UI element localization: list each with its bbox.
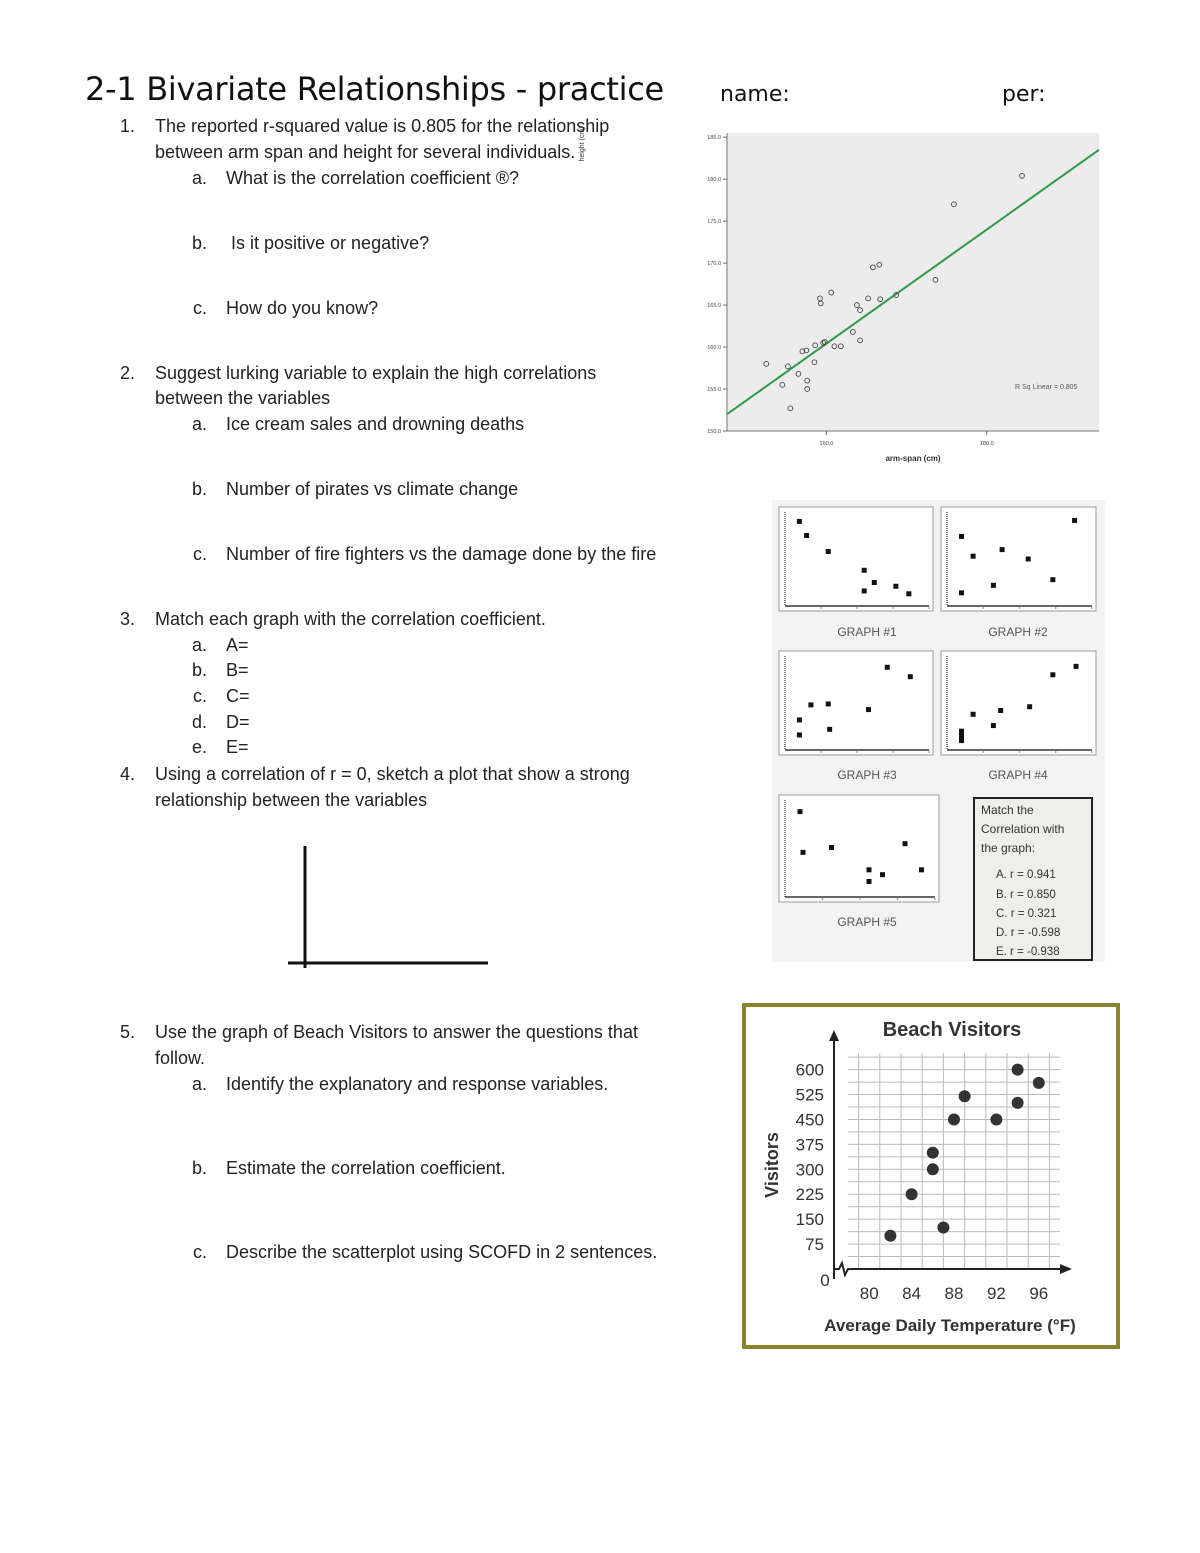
graph1-xtick [820, 607, 822, 609]
graph5-xtick [897, 898, 899, 900]
beach-xtick-label: 96 [1029, 1284, 1049, 1303]
graph4-point [959, 729, 964, 734]
q2c-text: Number of fire fighters vs the damage done by the fire [226, 544, 657, 564]
graph3-point [908, 674, 913, 679]
graph1-label: GRAPH #1 [837, 625, 897, 639]
q1-number: 1. [119, 116, 135, 136]
graph4-frame [941, 651, 1096, 755]
match-option-d: D. r = -0.598 [996, 927, 1061, 939]
beach-point [927, 1163, 939, 1175]
q4-number: 4. [119, 764, 135, 784]
graph3-point [827, 727, 832, 732]
q3-number: 3. [119, 609, 135, 629]
q2-text-line1: Suggest lurking variable to explain the high correlations [155, 363, 597, 383]
graph2-xtick [1091, 607, 1093, 609]
beach-ytick-label: 150 [795, 1210, 824, 1230]
beach-ytick-label: 75 [805, 1235, 824, 1255]
match-option-b: B. r = 0.850 [996, 889, 1056, 901]
graph3-point [826, 701, 831, 706]
graph3-frame [779, 651, 933, 755]
q5c-label: c. [192, 1242, 207, 1262]
armspan-ytick-label: 180.0 [707, 177, 721, 184]
q3d-text: D= [226, 712, 250, 732]
graph2-point [971, 554, 976, 559]
q5-number: 5. [119, 1022, 135, 1042]
beach-xtick-label: 84 [902, 1284, 922, 1303]
match-graphs [775, 505, 1105, 960]
graph4-point [959, 733, 964, 738]
beach-point [937, 1221, 949, 1233]
q1c-label: c. [192, 298, 207, 318]
graph5-xtick [934, 898, 936, 900]
graph5-point [867, 879, 872, 884]
beach-ytick-label: 525 [795, 1085, 824, 1105]
q5-text-line2: follow. [155, 1048, 206, 1068]
graph2-point [959, 534, 964, 539]
graph4-xtick [1019, 751, 1021, 753]
graph1-point [893, 584, 898, 589]
graph2-point [1072, 518, 1077, 523]
q1a-text: What is the correlation coefficient ®? [226, 168, 520, 188]
graph1-xtick [892, 607, 894, 609]
q3c-label: c. [192, 686, 207, 706]
armspan-chart [579, 125, 1105, 470]
q3b-label: b. [191, 660, 207, 680]
graph4-xtick [982, 751, 984, 753]
graph4-point [1074, 664, 1079, 669]
graph5-point [798, 809, 803, 814]
q5b-text: Estimate the correlation coefficient. [226, 1158, 506, 1178]
q1c-text: How do you know? [226, 298, 379, 318]
graph3-point [797, 717, 802, 722]
q2-number: 2. [119, 363, 135, 383]
beach-point [990, 1113, 1002, 1125]
beach-chart [742, 1003, 1122, 1351]
q4-text-line2: relationship between the variables [155, 790, 428, 810]
beach-origin-label: 0 [820, 1271, 830, 1290]
beach-point [1012, 1064, 1024, 1076]
graph4-label: GRAPH #4 [988, 768, 1048, 782]
armspan-ytick-label: 165.0 [707, 303, 721, 310]
beach-point [1012, 1097, 1024, 1109]
graph5-xtick [859, 898, 861, 900]
q1b-label: b. [191, 233, 207, 253]
q5-text-line1: Use the graph of Beach Visitors to answer the questions that [155, 1022, 638, 1042]
graph1-point [797, 519, 802, 524]
q1a-label: a. [191, 168, 207, 188]
graph4-point [991, 723, 996, 728]
graph1-point [826, 549, 831, 554]
q3d-label: d. [191, 712, 207, 732]
graph3-xtick [928, 751, 930, 753]
armspan-x-label: arm-span (cm) [885, 454, 941, 463]
beach-ytick-label: 225 [795, 1185, 824, 1205]
armspan-y-label: height (cm) [579, 126, 586, 162]
armspan-ytick-label: 155.0 [707, 387, 721, 394]
q5a-label: a. [191, 1074, 207, 1094]
q2b-label: b. [191, 479, 207, 499]
graph5-frame [779, 795, 939, 902]
q2a-text: Ice cream sales and drowning deaths [226, 414, 525, 434]
graph4-point [1027, 704, 1032, 709]
q5b-label: b. [191, 1158, 207, 1178]
graph4-xtick [1091, 751, 1093, 753]
graph3-xtick [820, 751, 822, 753]
match-option-e: E. r = -0.938 [996, 946, 1060, 958]
graph5-point [919, 867, 924, 872]
match-box-title-2: Correlation with [981, 822, 1065, 836]
q1-text-line1: The reported r-squared value is 0.805 for the relationship [155, 116, 610, 136]
armspan-xtick-label: 180.0 [979, 441, 994, 447]
q3a-text: A= [226, 635, 249, 655]
q3e-text: E= [226, 737, 249, 757]
beach-y-label: Visitors [762, 1132, 782, 1198]
armspan-ytick-label: 150.0 [707, 429, 721, 435]
graph1-point [872, 580, 877, 585]
graph5-point [801, 850, 806, 855]
q4-text-line1: Using a correlation of r = 0, sketch a plot that show a strong [155, 764, 630, 784]
graph4-point [959, 738, 964, 743]
graph1-xtick [856, 607, 858, 609]
q1-text-line2: between arm span and height for several individuals. [155, 142, 576, 162]
name-label: name: [720, 82, 790, 107]
page-title: 2-1 Bivariate Relationships - practice [85, 70, 664, 108]
graph2-point [1026, 557, 1031, 562]
beach-x-label: Average Daily Temperature (°F) [824, 1316, 1076, 1335]
armspan-xtick-label: 160.0 [819, 441, 834, 447]
graph3-point [866, 707, 871, 712]
beach-point [948, 1113, 960, 1125]
q2a-label: a. [191, 414, 207, 434]
beach-ytick-label: 600 [795, 1060, 824, 1080]
graph5-point [867, 867, 872, 872]
q3a-label: a. [191, 635, 207, 655]
graph5-point [829, 845, 834, 850]
period-label: per: [1002, 82, 1046, 107]
armspan-ytick-label: 160.0 [707, 345, 721, 352]
graph3-xtick [892, 751, 894, 753]
graph3-point [808, 702, 813, 707]
graph1-point [862, 588, 867, 593]
graph2-point [1050, 577, 1055, 582]
sketch-axes [280, 840, 500, 975]
q3-text: Match each graph with the correlation coefficient. [155, 609, 546, 629]
graph3-xtick [856, 751, 858, 753]
graph1-point [906, 591, 911, 596]
beach-xtick-label: 88 [944, 1284, 964, 1303]
beach-chart-title: Beach Visitors [882, 1019, 1022, 1041]
q2b-text: Number of pirates vs climate change [226, 479, 519, 499]
q2c-label: c. [192, 544, 207, 564]
beach-ytick-label: 450 [795, 1110, 824, 1130]
q3c-text: C= [226, 686, 250, 706]
beach-point [906, 1188, 918, 1200]
q3b-text: B= [226, 660, 249, 680]
armspan-ytick-label: 175.0 [707, 219, 721, 226]
beach-ytick-label: 300 [795, 1160, 824, 1180]
graph4-xtick [1055, 751, 1057, 753]
graph2-point [1000, 547, 1005, 552]
q1b-text: Is it positive or negative? [226, 233, 430, 253]
graph5-point [880, 872, 885, 877]
match-option-c: C. r = 0.321 [996, 908, 1057, 920]
graph2-label: GRAPH #2 [988, 625, 1048, 639]
graph1-point [804, 533, 809, 538]
graph2-point [959, 590, 964, 595]
graph3-point [797, 732, 802, 737]
graph1-point [862, 568, 867, 573]
graph1-xtick [928, 607, 930, 609]
beach-ytick-label: 375 [795, 1135, 824, 1155]
graph5-xtick [822, 898, 824, 900]
graph4-point [971, 712, 976, 717]
graph4-point [1050, 672, 1055, 677]
graph2-xtick [1019, 607, 1021, 609]
graph4-point [998, 708, 1003, 713]
q2-text-line2: between the variables [155, 388, 331, 408]
beach-point [884, 1230, 896, 1242]
q3e-label: e. [191, 737, 207, 757]
beach-xtick-label: 80 [859, 1284, 879, 1303]
beach-point [1033, 1077, 1045, 1089]
beach-xtick-label: 92 [986, 1284, 1006, 1303]
armspan-ytick-label: 185.0 [707, 135, 721, 142]
graph3-point [885, 665, 890, 670]
graph2-xtick [982, 607, 984, 609]
graph5-label: GRAPH #5 [837, 915, 897, 929]
match-box-title-1: Match the [981, 803, 1034, 817]
beach-point [927, 1147, 939, 1159]
graph5-point [903, 841, 908, 846]
q5a-text: Identify the explanatory and response variables. [226, 1074, 609, 1094]
armspan-ytick-label: 170.0 [707, 261, 721, 268]
graph3-label: GRAPH #3 [837, 768, 897, 782]
q5c-text: Describe the scatterplot using SCOFD in 2 sentences. [226, 1242, 658, 1262]
graph2-point [991, 583, 996, 588]
match-box-title-3: the graph: [981, 841, 1036, 855]
beach-point [959, 1090, 971, 1102]
armspan-annotation: R Sq Linear = 0.805 [1015, 384, 1078, 391]
graph2-xtick [1055, 607, 1057, 609]
match-option-a: A. r = 0.941 [996, 869, 1056, 881]
